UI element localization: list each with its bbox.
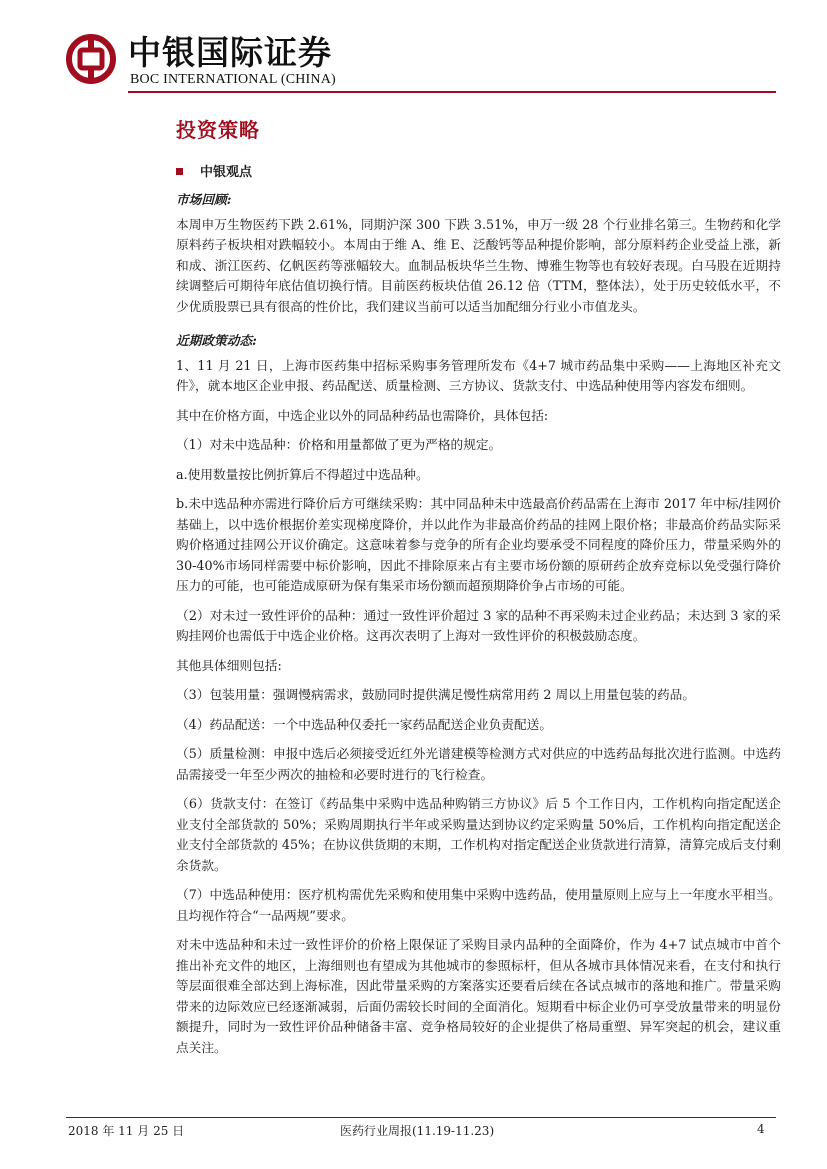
market-review-heading: 市场回顾: [176,192,232,207]
policy-paragraph: （3）包装用量：强调慢病需求，鼓励同时提供满足慢性病常用药 2 周以上用量包装的药品。 [176,687,696,702]
report-body [176,190,781,1067]
boc-logo-icon [66,34,116,84]
policy-paragraph: b.未中选品种亦需进行降价后方可继续采购：其中同品种未中选最高价药品需在上海市 2017 年中标/挂网价基础上，以中选价根据价差实现梯度降价，并以此作为非最高价药品的挂网上限价格；非最高价药品实际采购价格通过挂网公开议价确定。这意味着参与竞争的所有企业均要承受不同程度的降价压力，带量采购外的 30-40%市场同样需要中标价影响，因此不排除原来占有主要市场份额的原研药企放弃竞标以免受强行降价压力的可能，也可能造成原研为保有集采市场份额而超预期降价争占市场的可能。 [176,496,781,593]
footer-date: 2018 年 11 月 25 日 [68,1124,185,1138]
policy-paragraph: （5）质量检测：申报中选后必须接受近红外光谱建模等检测方式对供应的中选药品每批次进行监测。中选药品需接受一年至少两次的抽检和必要时进行的飞行检查。 [176,746,781,782]
header-divider [128,91,776,93]
policy-paragraph: 其他具体细则包括: [176,657,282,673]
policy-heading: 近期政策动态: [176,333,257,348]
policy-conclusion: 对未中选品种和未过一致性评价的价格上限保证了采购目录内品种的全面降价，作为 4+7 试点城市中首个推出补充文件的地区，上海细则也有望成为其他城市的参照标杆，但从各城市具体情况来看，在支付和执行等层面很难全部达到上海标准，因此带量采购的方案落实还要看后续在各试点城市的落地和推广。带量采购带来的边际效应已经逐渐减弱，后面仍需较长时间的全面消化。短期看中标企业仍可享受放量带来的明显份额提升，同时为一致性评价品种储备丰富、竞争格局较好的企业提供了格局重塑、异军突起的机会，建议重点关注。 [176,937,781,1055]
brand-name-cn: 中银国际证券 [128,33,332,72]
bullet-heading [176,161,252,180]
footer-report-title: 医药行业周报(11.19-11.23) [340,1124,495,1138]
bullet-heading-label: 中银观点 [200,165,253,180]
policy-paragraph: （2）对未过一致性评价的品种：通过一致性评价超过 3 家的品种不再采购未过企业药品；未达到 3 家的采购挂网价也需低于中选企业价格。这再次表明了上海对一致性评价的积极鼓励态度。 [176,607,781,643]
square-bullet-icon [176,168,183,175]
policy-paragraph: （6）货款支付：在签订《药品集中采购中选品种购销三方协议》后 5 个工作日内，工作机构向指定配送企业支付全部货款的 50%；采购周期执行半年或采购量达到协议约定采购量 50%后，工作机构向指定配送企业支付全部货款的 45%；在协议供货期的末期，工作机构对指定配送企业货款进行清算，清算完成后支付剩余货款。 [176,796,781,873]
policy-paragraph: （4）药品配送：一个中选品种仅委托一家药品配送企业负责配送。 [176,716,553,732]
brand-name-en: BOC INTERNATIONAL (CHINA) [130,72,336,87]
policy-paragraph: a.使用数量按比例折算后不得超过中选品种。 [176,466,429,482]
policy-paragraph: （1）对未中选品种：价格和用量都做了更为严格的规定。 [176,437,502,452]
page-number: 4 [757,1122,765,1136]
market-review-text: 本周申万生物医药下跌 2.61%，同期沪深 300 下跌 3.51%，申万一级 28 个行业排名第三。生物药和化学原料药子板块相对跌幅较小。本周由于维 A、维 E、泛酸钙等品种提价影响，部分原料药企业受益上涨，新和成、浙江医药、亿帆医药等涨幅较大。血制品板块华兰生物、博雅生物等也有较好表现。白马股在近期持续调整后可期待年底估值切换行情。目前医药板块估值 26.12 倍（TTM，整体法），处于历史较低水平，不少优质股票已具有很高的性价比，我们建议当前可以适当加配细分行业小市值龙头。 [176,216,781,314]
policy-paragraph: （7）中选品种使用：医疗机构需优先采购和使用集中采购中选药品，使用量原则上应与上一年度水平相当。且均视作符合“一品两规”要求。 [176,887,781,923]
section-title: 投资策略 [176,118,260,142]
footer-divider [66,1117,776,1118]
policy-paragraph: 1、11 月 21 日，上海市医药集中招标采购事务管理所发布《4+7 城市药品集中采购——上海地区补充文件》，就本地区企业申报、药品配送、质量检测、三方协议、货款支付、中选品种使用等内容发布细则。 [176,357,781,393]
policy-paragraph: 其中在价格方面，中选企业以外的同品种药品也需降价，具体包括: [176,407,549,423]
